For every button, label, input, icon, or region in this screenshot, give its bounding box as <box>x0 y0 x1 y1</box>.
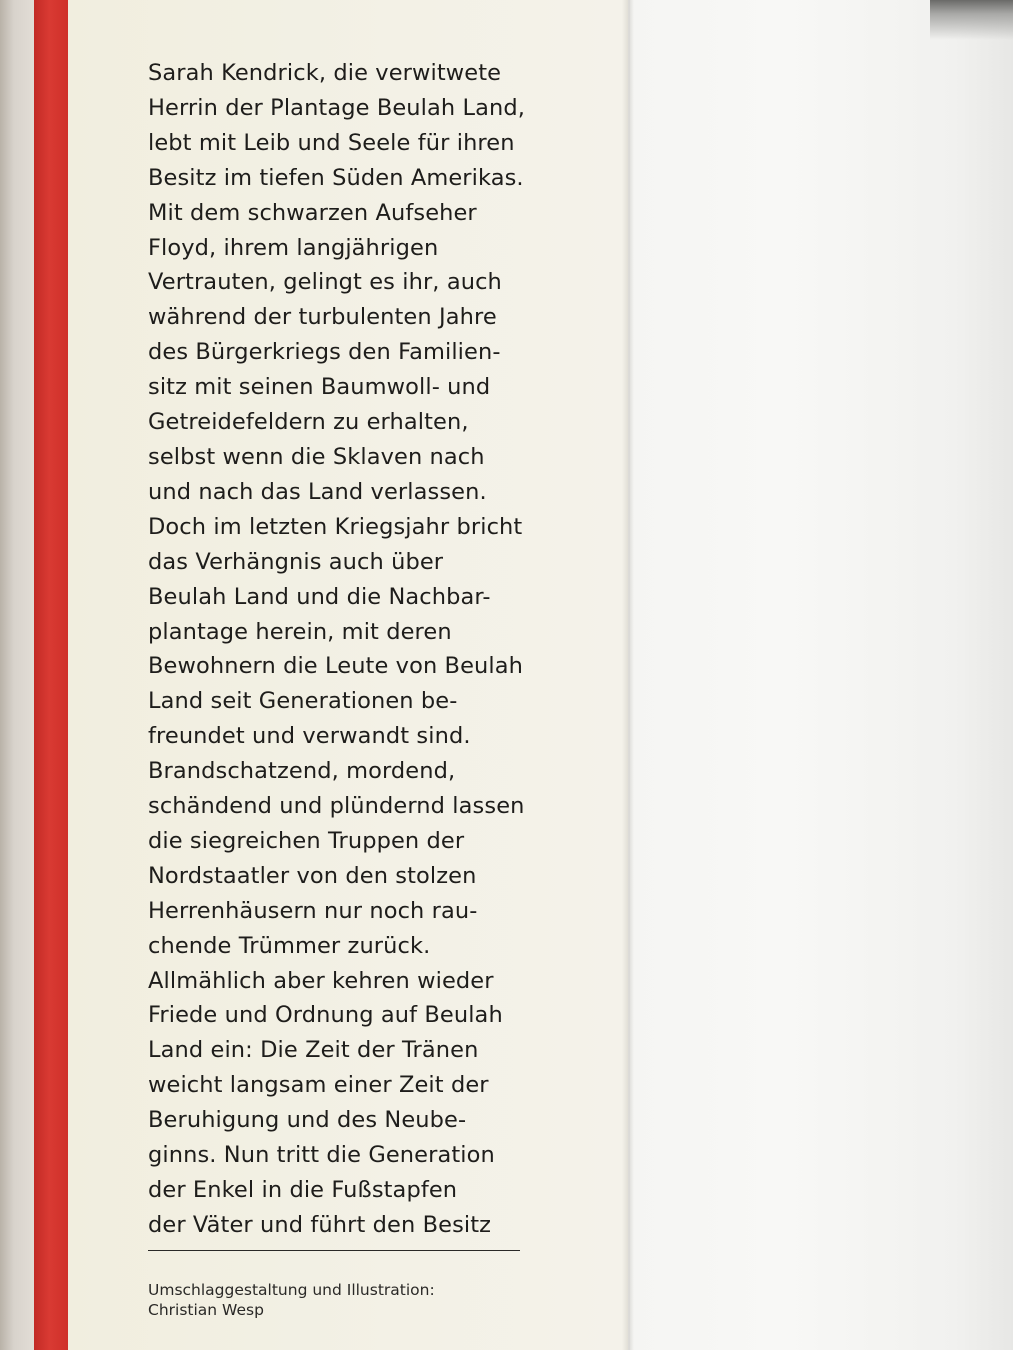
credit-name: Christian Wesp <box>148 1301 264 1319</box>
blurb-line: Besitz im tiefen Süden Amerikas. <box>148 164 524 191</box>
blurb-line: und nach das Land verlassen. <box>148 478 487 505</box>
separator-rule <box>148 1250 520 1251</box>
blurb-line: Bewohnern die Leute von Beulah <box>148 653 523 680</box>
blurb-line: lebt mit Leib und Seele für ihren <box>148 129 515 156</box>
blurb-line: Mit dem schwarzen Aufseher <box>148 199 477 226</box>
blurb-line: weicht langsam einer Zeit der <box>148 1072 489 1099</box>
blurb-line: der Enkel in die Fußstapfen <box>148 1177 458 1203</box>
blurb-line: Herrin der Plantage Beulah Land, <box>148 94 526 121</box>
blurb-line: Sarah Kendrick, die verwitwete <box>148 60 502 86</box>
blurb-line: Beruhigung und des Neube- <box>148 1107 467 1134</box>
blurb-line: selbst wenn die Sklaven nach <box>148 443 485 470</box>
blurb-line: Doch im letzten Kriegsjahr bricht <box>148 513 523 540</box>
blurb-line: der Väter und führt den Besitz <box>148 1211 492 1238</box>
credit-role: Umschlaggestaltung und Illustration: <box>148 1281 435 1299</box>
blurb-line: sitz mit seinen Baumwoll- und <box>148 374 491 401</box>
blurb-line: Brandschatzend, mordend, <box>148 758 456 785</box>
blurb-line: Herrenhäusern nur noch rau- <box>148 897 478 924</box>
flap-blurb-text <box>148 56 568 1243</box>
blurb-line: Allmählich aber kehren wieder <box>148 967 494 994</box>
blurb-line: plantage herein, mit deren <box>148 618 452 645</box>
blurb-line: chende Trümmer zurück. <box>148 932 431 959</box>
blurb-line: Land seit Generationen be- <box>148 688 458 715</box>
flap-edge-shadow <box>622 0 634 1350</box>
blurb-line: Getreidefeldern zu erhalten, <box>148 409 469 436</box>
blurb-line: freundet und verwandt sind. <box>148 723 471 750</box>
cover-credit <box>148 1280 435 1320</box>
inner-cover <box>630 0 1013 1350</box>
blurb-line: Friede und Ordnung auf Beulah <box>148 1002 503 1029</box>
blurb-line: während der turbulenten Jahre <box>148 304 497 331</box>
blurb-line: die siegreichen Truppen der <box>148 827 465 854</box>
blurb-line: Vertrauten, gelingt es ihr, auch <box>148 269 502 296</box>
blurb-line: das Verhängnis auch über <box>148 548 444 575</box>
book-spine-edge <box>0 0 34 1350</box>
blurb-line: ginns. Nun tritt die Generation <box>148 1142 495 1169</box>
blurb-line: schändend und plündernd lassen <box>148 793 525 820</box>
blurb-line: Beulah Land und die Nachbar- <box>148 583 491 610</box>
blurb-line: Floyd, ihrem langjährigen <box>148 234 439 261</box>
blurb-line: des Bürgerkriegs den Familien- <box>148 339 501 366</box>
blurb-line: Land ein: Die Zeit der Tränen <box>148 1037 479 1064</box>
corner-shadow <box>930 0 1013 40</box>
blurb-line: Nordstaatler von den stolzen <box>148 862 477 889</box>
red-spine-stripe <box>34 0 68 1350</box>
